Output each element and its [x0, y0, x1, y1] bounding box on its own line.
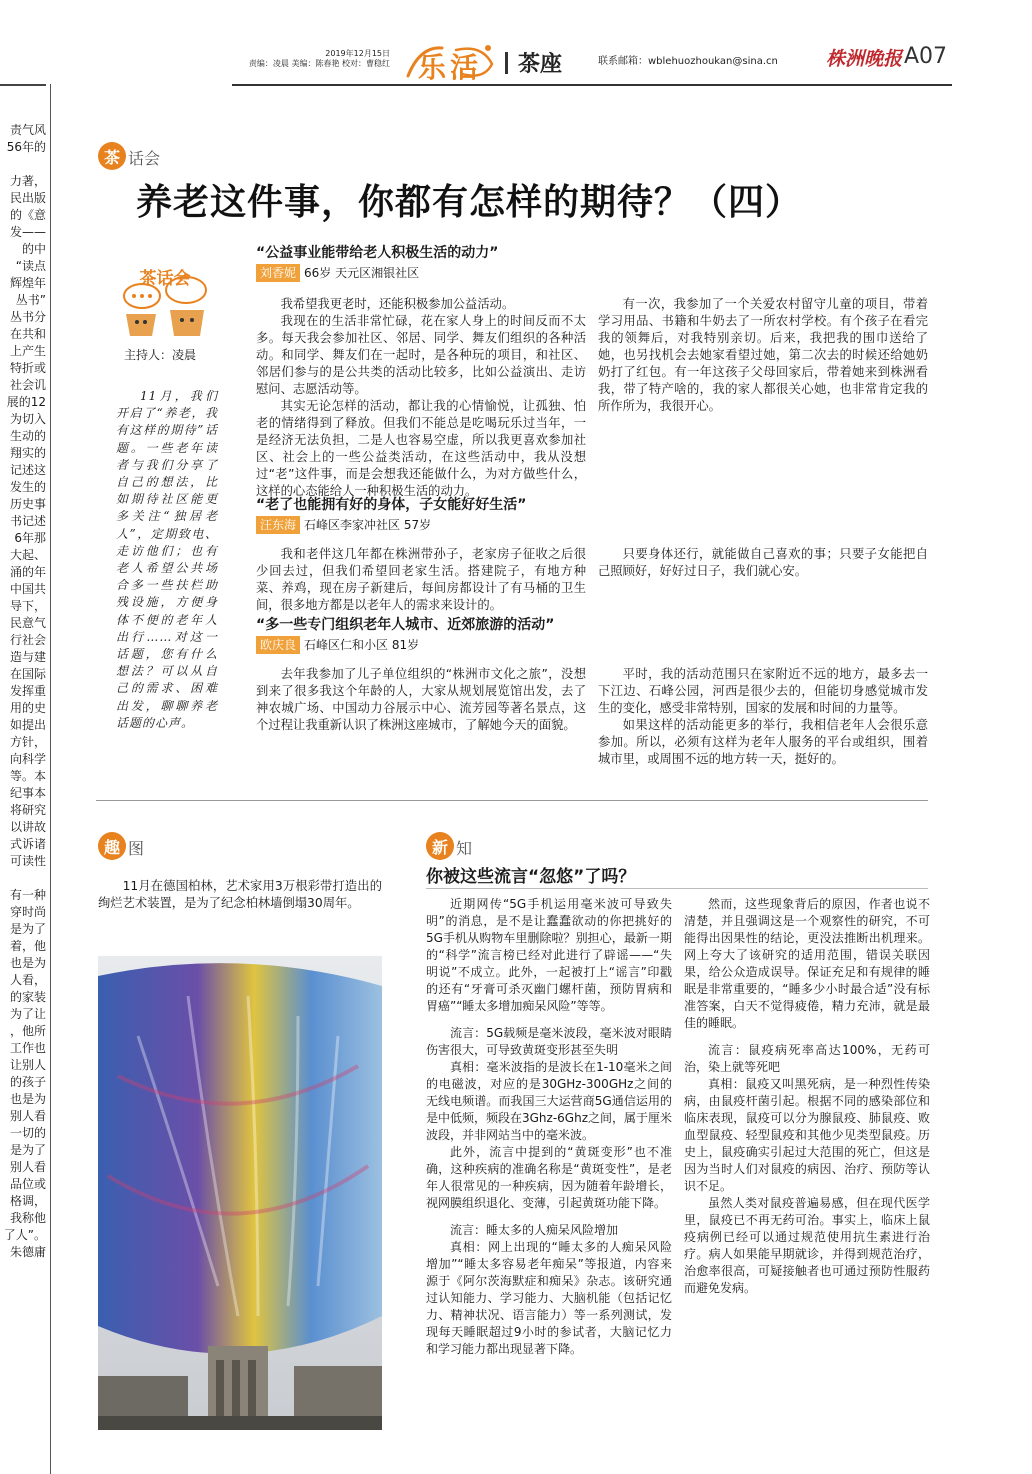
left-edge-line: 工作也: [9, 1041, 46, 1055]
left-edge-line: 展的12: [6, 395, 46, 409]
issue-date: 2019年12月15日: [325, 49, 390, 58]
forum-logo-text: 茶话会: [139, 269, 191, 289]
left-edge-line: 方针，: [9, 735, 46, 749]
entry3-quote: “多一些专门组织老年人城市、近郊旅游的活动”: [256, 617, 555, 633]
entry3-info: 石峰区仁和小区 81岁: [304, 638, 420, 652]
left-edge-line: 也是为: [9, 1092, 46, 1106]
left-edge-line: 丛书”: [15, 293, 46, 307]
entry3-name: 欧庆良: [256, 636, 300, 654]
left-edge-line: 6年那: [14, 531, 46, 545]
left-edge-line: 是为了: [9, 1143, 46, 1157]
left-edge-line: 别人看: [9, 1160, 46, 1174]
news-para: 真相：毫米波指的是波长在1-10毫米之间的电磁波，对应的是30GHz-300GHz之间的无线电频谱。而我国三大运营商5G通信运用的是中低频，频段在3Ghz-6Ghz之间，属于厘米波段，并非网站当中的毫米波。: [426, 1060, 673, 1142]
left-edge-line: 了人”。: [3, 1228, 46, 1242]
photo-caption-text: 11月在德国柏林，艺术家用3万根彩带打造出的绚烂艺术装置，是为了纪念柏林墙倒塌30周年。: [98, 879, 382, 910]
entry3-para: 去年我参加了儿子单位组织的“株洲市文化之旅”，没想到来了很多我这个年龄的人，大家从规划展览馆出发，去了神农城广场、中国动力谷展示中心、流芳园等著名景点，这个过程让我重新认识了株洲这座城市，了解她今天的面貌。: [256, 667, 586, 732]
news-para: 虽然人类对鼠疫普遍易感，但在现代医学里，鼠疫已不再无药可治。事实上，临床上鼠疫病例已经可以通过规范使用抗生素进行治疗。病人如果能早期就诊，并得到规范治疗，治愈率很高，可疑接触者也可通过预防性服药而避免发病。: [684, 1196, 930, 1295]
forum-label-first: 茶: [104, 148, 121, 167]
page-number: A07: [904, 44, 948, 69]
left-edge-line: 历史事: [9, 497, 46, 511]
left-edge-line: 责气风: [9, 123, 46, 137]
entry1-col2: [598, 296, 928, 482]
ribbon-sculpture-image: [98, 956, 382, 1430]
left-edge-line: 生动的: [9, 429, 46, 443]
news-title: 你被这些流言“忽悠”了吗？: [426, 867, 636, 887]
entry1-name: 刘香妮: [256, 264, 300, 282]
left-edge-line: 翔实的: [9, 446, 46, 460]
entry2-col1: [256, 546, 586, 612]
column-name: 茶座: [518, 52, 563, 77]
left-edge-line: 在国际: [9, 667, 46, 681]
left-edge-line: 力著，: [9, 174, 46, 188]
left-edge-line: 向科学: [9, 752, 46, 766]
entry1-para: 我现在的生活非常忙碌，花在家人身上的时间反而不太多。每天我会参加社区、邻居、同学、舞友们组织的各种活动。和同学、舞友们在一起时，是各种玩的项目，和社区、邻居们参与的是公共类的活动比较多，比如公益演出、走访慰问、志愿活动等。: [256, 314, 586, 396]
forum-label: 话会: [128, 149, 161, 168]
entry1-byline: [256, 264, 856, 282]
photo-label-first: 趣: [104, 838, 121, 857]
paper-logo: 株洲晚报: [826, 48, 903, 70]
left-edge-line: 以讲故: [9, 820, 46, 834]
left-edge-line: 纪事本: [9, 786, 46, 800]
news-para: 真相：鼠疫又叫黑死病，是一种烈性传染病，由鼠疫杆菌引起。根据不同的感染部位和临床表现，鼠疫可以分为腺鼠疫、肺鼠疫、败血型鼠疫、轻型鼠疫和其他少见类型鼠疫。历史上，鼠疫确实引起过大范围的死亡，但这是因为当时人们对鼠疫的病因、治疗、预防等认识不足。: [684, 1077, 930, 1193]
left-edge-line: 的孩子: [9, 1075, 46, 1089]
left-edge-line: “读点: [15, 259, 46, 273]
left-edge-line: 穿时尚: [9, 905, 46, 919]
left-edge-column: [0, 84, 46, 1474]
entry1-col1: [256, 296, 586, 498]
entry2-para: 我和老伴这几年都在株洲带孙子，老家房子征收之后很少回去过，但我们希望回老家生活。搭建院子，有地方种菜、养鸡，现在房子新建后，每间房都设计了有马桶的卫生间，很多地方都是以老年人的需求来设计的。: [256, 547, 586, 612]
section-logo-text: 乐活: [417, 51, 482, 84]
left-edge-line: 上产生: [9, 344, 46, 358]
news-label: 知: [456, 839, 473, 858]
left-edge-line: 中国共: [9, 582, 46, 596]
left-edge-line: 为了让: [9, 1007, 46, 1021]
left-edge-line: 发挥重: [9, 684, 46, 698]
left-edge-line: 用的史: [9, 701, 46, 715]
entry1-quote: “公益事业能带给老人积极生活的动力”: [256, 245, 499, 261]
left-edge-line: 式诉诸: [9, 837, 46, 851]
left-edge-line: ，他所: [9, 1024, 46, 1038]
entry2-para: 只要身体还行，就能做自己喜欢的事；只要子女能把自己照顾好，好好过日子，我们就心安。: [598, 547, 928, 578]
editor-credits: 责编：凌晨 美编：陈春艳 校对：曹稳红: [248, 59, 390, 68]
left-edge-line: 可读性: [9, 854, 46, 868]
left-edge-rule: [0, 84, 46, 86]
left-edge-line: 别人看: [9, 1109, 46, 1123]
left-edge-line: 涌的年: [9, 565, 46, 579]
left-edge-line: 让别人: [9, 1058, 46, 1072]
left-edge-line: 我称他: [9, 1211, 46, 1225]
left-edge-line: 发——: [9, 225, 46, 239]
left-edge-line: [0, 870, 46, 887]
section-rule: [96, 800, 928, 801]
left-edge-line: 一切的: [9, 1126, 46, 1140]
left-edge-line: 为切入: [9, 412, 46, 426]
entry2-name: 汪东海: [256, 516, 300, 534]
header-divider: [505, 52, 508, 74]
left-edge-line: 的《意: [9, 208, 46, 222]
left-edge-line: 的家装: [9, 990, 46, 1004]
forum-title: 养老这件事，你都有怎样的期待？（四）: [136, 181, 803, 223]
contact-email: 联系邮箱：wblehuozhoukan@sina.cn: [598, 56, 778, 67]
left-edge-line: 品位或: [9, 1177, 46, 1191]
left-edge-line: 将研究: [9, 803, 46, 817]
entry1-info: 66岁 天元区湘银社区: [304, 266, 420, 280]
entry3-para: 如果这样的活动能更多的举行，我相信老年人会很乐意参加。所以，必须有这样为老年人服务的平台或组织，围着城市里，或周围不远的地方转一天，挺好的。: [598, 718, 928, 766]
news-label-first: 新: [432, 838, 449, 857]
news-para: 流言：睡太多的人痴呆风险增加: [450, 1223, 619, 1237]
forum-logo: [116, 262, 214, 342]
forum-intro: 11月，我们开启了“养老，我有这样的期待”话题。一些老年读者与我们分享了自己的想法，比如期待社区能更多关注“独居老人”，定期致电、走访他们；也有老人希望公共场合多一些扶栏助残设施，方便身体不便的老年人出行……对这一话题，您有什么想法？可以从自己的需求、困难出发，聊聊养老话题的心声。: [116, 389, 218, 730]
news-para: 流言：鼠疫病死率高达100%，无药可治，染上就等死吧: [684, 1043, 930, 1074]
section-logo: [400, 40, 500, 84]
entry3-para: 平时，我的活动范围只在家附近不远的地方，最多去一下江边、石峰公园，河西是很少去的，但能切身感觉城市发生的变化，感受非常特别，国家的发展和时间的力量等。: [598, 667, 928, 715]
entry1-para: 有一次，我参加了一个关爱农村留守儿童的项目，带着学习用品、书籍和牛奶去了一所农村学校。有个孩子在看完我的领舞后，对我特别亲切。后来，我把我的围巾送给了她，也另找机会去她家看望过她，第二次去的时候还给她奶奶打了红包。有一年这孩子父母回家后，带着她来到株洲看我，带了特产啥的，我的家人都很关心她，也非常肯定我的所作所为，我很开心。: [598, 297, 928, 413]
left-edge-line: 辉煌年: [9, 276, 46, 290]
left-edge-line: 等。本: [9, 769, 46, 783]
entry1-para: 我希望我更老时，还能积极参加公益活动。: [280, 297, 515, 311]
left-edge-line: 民意气: [9, 616, 46, 630]
left-edge-line: 民出版: [9, 191, 46, 205]
left-edge-line: 丛书分: [9, 310, 46, 324]
left-edge-line: 导下，: [9, 599, 46, 613]
left-edge-line: 书记述: [9, 514, 46, 528]
column-divider: [50, 84, 51, 1474]
art-installation-photo: [98, 956, 382, 1430]
left-edge-line: 如提出: [9, 718, 46, 732]
entry2-quote: “老了也能拥有好的身体，子女能好好生活”: [256, 497, 527, 513]
left-edge-line: 特折或: [9, 361, 46, 375]
entry2-info: 石峰区李家冲社区 57岁: [304, 518, 432, 532]
news-col2: [684, 896, 930, 1460]
news-para: 真相：网上出现的“睡太多的人痴呆风险增加”“睡太多容易老年痴呆”等报道，内容来源于《阿尔茨海默症和痴呆》杂志。该研究通过认知能力、学习能力、大脑机能（包括记忆力、精神状况、语言能力）等一系列测试，发现每天睡眠超过9小时的参试者，大脑记忆力和学习能力都出现显著下降。: [426, 1240, 672, 1356]
news-para: 流言：5G载频是毫米波段，毫米波对眼睛伤害很大，可导致黄斑变形甚至失明: [426, 1026, 672, 1057]
left-edge-line: 格调，: [9, 1194, 46, 1208]
photo-caption: [98, 878, 382, 934]
left-edge-line: 56年的: [6, 140, 46, 154]
entry3-col2: [598, 666, 928, 788]
entry2-col2: [598, 546, 928, 600]
left-edge-line: 朱德庸: [9, 1245, 46, 1259]
news-col1: [426, 896, 672, 1460]
left-edge-line: 人看，: [9, 973, 46, 987]
photo-label: 图: [128, 839, 145, 858]
forum-host: 主持人：凌晨: [124, 348, 197, 362]
left-edge-line: 大起、: [9, 548, 46, 562]
news-para: 然而，这些现象背后的原因，作者也说不清楚，并且强调这是一个观察性的研究，不可能得出因果性的结论，更没法推断出机理来。网上夸大了该研究的适用范围，错误关联因果，给公众造成误导。保证充足和有规律的睡眠是非常重要的，“睡多少小时最合适”没有标准答案，白天不觉得疲倦，精力充沛，就是最佳的睡眠。: [684, 897, 930, 1030]
left-edge-line: 发生的: [9, 480, 46, 494]
left-edge-text: [0, 122, 46, 1261]
entry1-para: 其实无论怎样的活动，都让我的心情愉悦，让孤独、怕老的情绪得到了释放。但我们不能总是吃喝玩乐过当年，一是经济无法负担，二是人也容易空虚，所以我更喜欢参加社区、社会上的一些公益类活动，在这些活动中，我从没想过“老”这件事，而是会想我还能做什么，为对方做些什么，这样的心态能给人一种积极生活的动力。: [256, 399, 586, 498]
left-edge-line: [0, 156, 46, 173]
entry3-byline: [256, 636, 856, 654]
news-para: 近期网传“5G手机运用毫米波可导致失明”的消息，是不是让蠢蠢欲动的你把挑好的5G手机从购物车里删除啦？别担心，最新一期的“科学”流言榜已经对此进行了辟谣——“失明说”不成立。此外，一起被打上“谣言”印戳的还有“牙膏可杀灭幽门螺杆菌，预防胃病和胃癌”“睡太多增加痴呆风险”等等。: [426, 897, 672, 1013]
left-edge-line: 造与建: [9, 650, 46, 664]
left-edge-line: 的中: [21, 242, 46, 256]
left-edge-line: 行社会: [9, 633, 46, 647]
left-edge-line: 社会讥: [9, 378, 46, 392]
left-edge-line: 记述这: [9, 463, 46, 477]
entry3-col1: [256, 666, 586, 788]
news-title-rule: [426, 888, 928, 889]
header-rule: [232, 84, 952, 86]
entry2-byline: [256, 516, 856, 534]
left-edge-line: 着，他: [9, 939, 46, 953]
news-para: 此外，流言中提到的“黄斑变形”也不准确，这种疾病的准确名称是“黄斑变性”，是老年人很常见的一种疾病，因为随着年龄增长，视网膜组织退化、变薄，引起黄斑功能下降。: [426, 1145, 672, 1210]
left-edge-line: 也是为: [9, 956, 46, 970]
left-edge-line: 有一种: [9, 888, 46, 902]
left-edge-line: 是为了: [9, 922, 46, 936]
left-edge-line: 在共和: [9, 327, 46, 341]
